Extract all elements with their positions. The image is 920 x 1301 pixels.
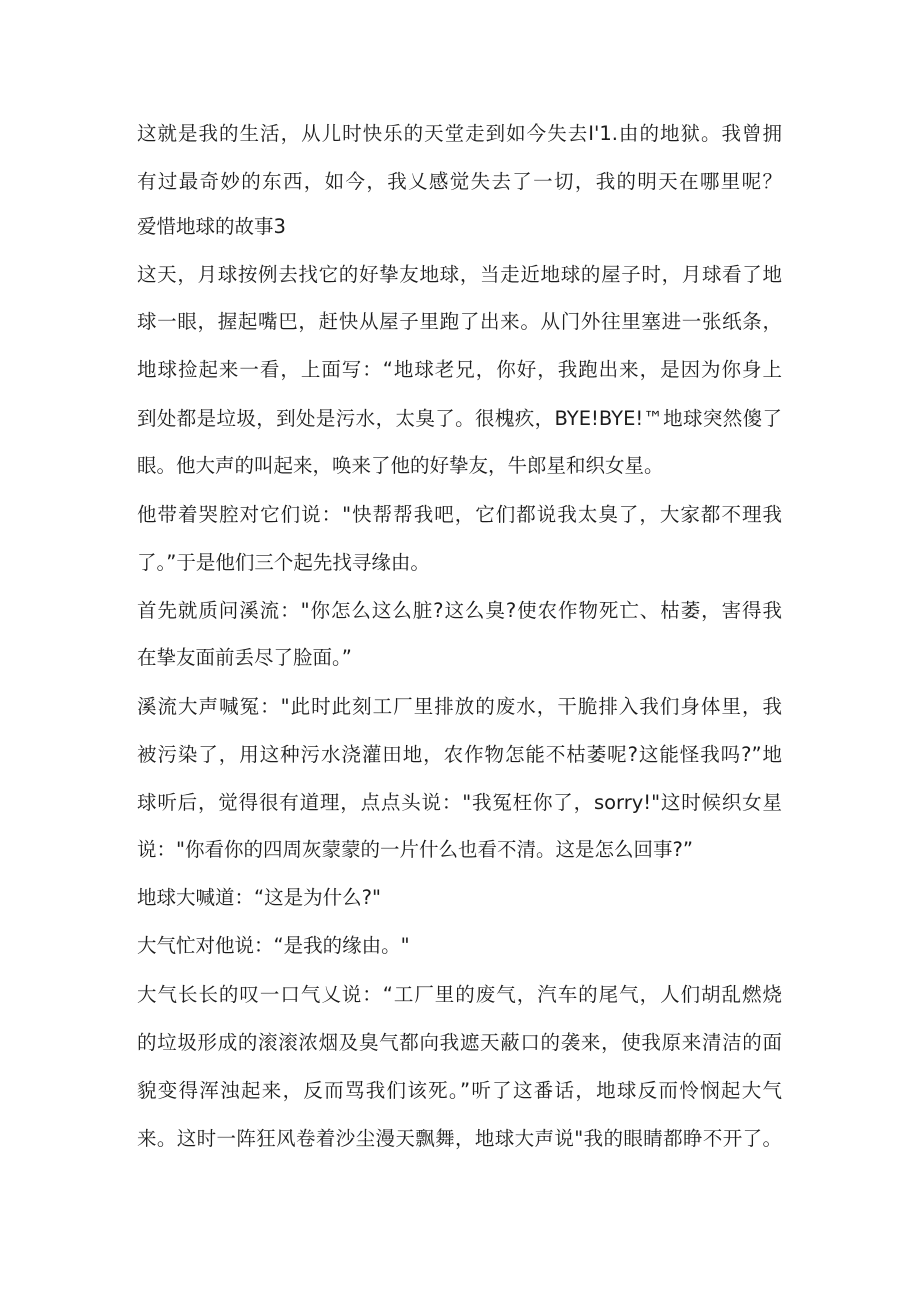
paragraph-line-13: 溪流大声喊冤："此时此刻工厂里排放的废水，干脆排入我们身体里，我: [137, 695, 782, 718]
paragraph-line-18: 大气忙对他说：“是我的缘由。": [137, 934, 410, 957]
paragraph-line-16: 说："你看你的四周灰蒙蒙的一片什么也看不清。这是怎么回事?”: [137, 838, 693, 861]
paragraph-line-5: 球一眼，握起嘴巴，赶快从屋子里跑了出来。从门外往里塞进一张纸条，: [137, 310, 782, 333]
paragraph-line-4: 这天，月球按例去找它的好挚友地球，当走近地球的屋子时，月球看了地: [137, 263, 782, 286]
paragraph-line-19: 大气长长的叹一口气乂说：“工厂里的废气，汽车的尾气，人们胡乱燃烧: [137, 983, 782, 1006]
paragraph-line-20: 的垃圾形成的滚滚浓烟及臭气都向我遮天蔽口的袭来，使我原来清洁的面: [137, 1031, 782, 1054]
paragraph-line-9: 他带着哭腔对它们说："快帮帮我吧，它们都说我太臭了，大家都不理我: [137, 503, 782, 526]
paragraph-line-14: 被污染了，用这种污水浇灌田地，农作物怎能不枯萎呢?这能怪我吗?”地: [137, 743, 782, 766]
paragraph-line-1: 这就是我的生活，从儿时快乐的天堂走到如今失去I'1.由的地狱。我曾拥: [137, 122, 782, 145]
paragraph-line-15: 球听后，觉得很有道理，点点头说："我冤枉你了，sorry!"这时候织女星: [137, 791, 782, 814]
paragraph-line-17: 地球大喊道：“这是为什么?": [137, 886, 381, 909]
paragraph-line-10: 了。”于是他们三个起先找寻缘由。: [137, 551, 430, 574]
paragraph-line-7: 到处都是垃圾，到处是污水，太臭了。很槐疚，BYE!BYE!™地球突然傻了: [137, 407, 782, 430]
paragraph-line-8: 眼。他大声的叫起来，唤来了他的好挚友，牛郎星和织女星。: [137, 454, 664, 477]
paragraph-line-11: 首先就质问溪流："你怎么这么脏?这么臭?使农作物死亡、枯萎，害得我: [137, 599, 782, 622]
paragraph-line-21: 貌变得浑浊起来，反而骂我们该死。”听了这番话，地球反而怜悯起大气: [137, 1079, 782, 1102]
paragraph-line-2: 有过最奇妙的东西，如今，我乂感觉失去了一切，我的明天在哪里呢？: [137, 170, 782, 193]
paragraph-line-12: 在挚友面前丢尽了脸面。”: [137, 646, 352, 669]
section-heading: 爱惜地球的故事3: [137, 215, 286, 238]
paragraph-line-6: 地球捡起来一看，上面写：“地球老兄，你好，我跑出来，是因为你身上: [137, 358, 782, 381]
paragraph-line-22: 来。这时一阵狂风卷着沙尘漫天飘舞，地球大声说"我的眼睛都睁不开了。: [137, 1127, 782, 1150]
